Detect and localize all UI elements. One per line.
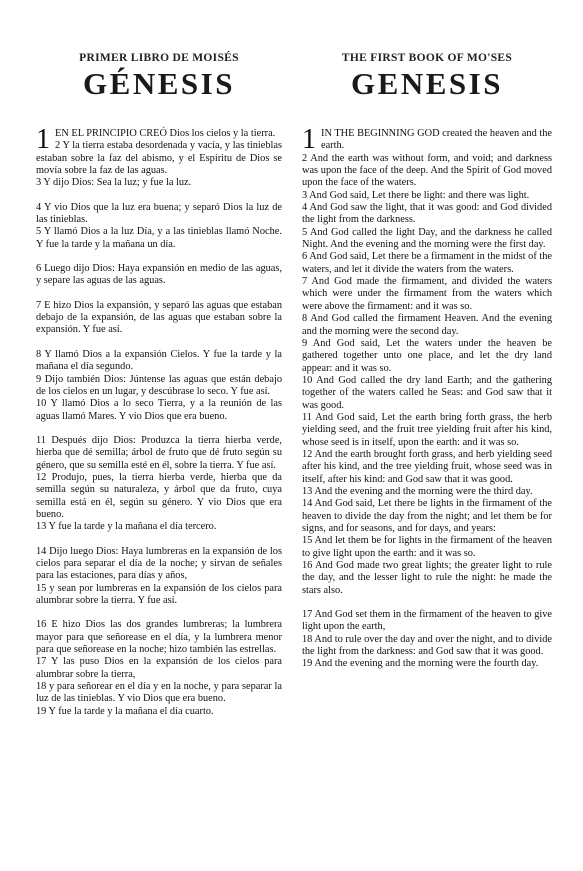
verse <box>36 656 282 681</box>
verse <box>36 398 282 423</box>
verse <box>36 177 282 189</box>
verse-text: 15 y sean por lumbreras en la expansión de los cielos para alumbrar sobre la tierra. Y fue así. <box>36 582 282 606</box>
verse-text: 7 And God made the firmament, and divided the waters which were under the firmament from the waters which were above the firmament: and it was so. <box>302 276 552 312</box>
spanish-verses <box>36 124 282 718</box>
verse-text: 5 Y llamó Dios a la luz Día, y a las tinieblas llamó Noche. Y fue la tarde y la mañana un día. <box>36 226 282 250</box>
verse <box>302 449 552 486</box>
verse-text: 7 E hizo Dios la expansión, y separó las aguas que estaban debajo de la expansión, de las aguas que estaban sobre la expansión. Y fue así. <box>36 299 282 336</box>
verse-text: 16 E hizo Dios las dos grandes lumbreras; la lumbrera mayor para que señorease en el día, y la lumbrera menor para que señorease en la noche; hizo también las estrellas. <box>36 619 282 656</box>
verse-text: 18 y para señorear en el día y en la noche, y para separar la luz de las tinieblas. Y vio Dios que era bueno. <box>36 681 282 705</box>
verse <box>36 300 282 337</box>
verse <box>36 140 282 177</box>
verse-text: 6 And God said, Let there be a firmament in the midst of the waters, and let it divide the waters from the waters. <box>302 251 552 275</box>
verse-text: 8 And God called the firmament Heaven. And the evening and the morning were the second day. <box>302 313 552 337</box>
verse-text: 19 Y fue la tarde y la mañana el día cuarto. <box>36 705 214 717</box>
verse <box>302 658 552 670</box>
verse <box>302 609 552 634</box>
verse <box>302 153 552 190</box>
english-book-subtitle: THE FIRST BOOK OF MO'SES <box>341 52 513 64</box>
verse-gap <box>36 607 282 619</box>
verse <box>302 202 552 227</box>
english-verses <box>302 124 552 671</box>
verse-text: 15 And let them be for lights in the firmament of the heaven to give light upon the earth: and it was so. <box>302 535 552 559</box>
verse <box>36 521 282 533</box>
english-book-title: GENESIS <box>351 66 503 101</box>
verse-text: IN THE BEGINNING GOD created the heaven and the earth. <box>321 128 552 152</box>
verse-text: 18 And to rule over the day and over the night, and to divide the light from the darkness: and God saw that it was good. <box>302 633 552 658</box>
verse-gap <box>36 337 282 349</box>
verse <box>302 486 552 498</box>
verse <box>36 374 282 399</box>
verse-text: 3 Y dijo Dios: Sea la luz; y fue la luz. <box>36 177 192 189</box>
verse-text: 3 And God said, Let there be light: and there was light. <box>302 189 530 201</box>
verse-text: 19 And the evening and the morning were the fourth day. <box>302 658 539 670</box>
verse <box>36 435 282 472</box>
verse <box>36 472 282 521</box>
verse-text: 4 Y vio Dios que la luz era buena; y separó Dios la luz de las tinieblas. <box>36 201 282 226</box>
verse-text: 11 Después dijo Dios: Produzca la tierra hierba verde, hierba que dé semilla; árbol de fruto que dé fruto según su género, que su semilla esté en él, sobre la tierra. Y fue así. <box>36 434 282 471</box>
verse-gap <box>36 251 282 263</box>
verse-text: 13 Y fue la tarde y la mañana el día tercero. <box>36 521 217 533</box>
verse-text: 14 Dijo luego Dios: Haya lumbreras en la expansión de los cielos para separar el día de la noche; y sirvan de señales para las estaciones, para días y años, <box>36 545 282 582</box>
verse <box>302 634 552 659</box>
verse-text: 16 And God made two great lights; the greater light to rule the day, and the lesser light to rule the night: he made the stars also. <box>302 560 552 596</box>
verse-gap <box>302 597 552 609</box>
verse-text: 12 And the earth brought forth grass, and herb yielding seed after his kind, and the tree yielding fruit, whose seed was in itself, after his kind: and God saw that it was good. <box>302 448 552 485</box>
verse-text: 12 Produjo, pues, la tierra hierba verde, hierba que da semilla según su naturaleza, y árbol que da fruto, cuya semilla está en él, según su género. Y vio Dios que era bueno. <box>36 471 282 520</box>
verse <box>302 313 552 338</box>
verse <box>36 706 282 718</box>
verse-text: 10 Y llamó Dios a lo seco Tierra, y a la reunión de las aguas llamó Mares. Y vio Dios que era bueno. <box>36 398 282 422</box>
verse-text: 2 Y la tierra estaba desordenada y vacía, y las tinieblas estaban sobre la faz del abismo, y el Espíritu de Dios se movía sobre la faz de las aguas. <box>36 140 282 177</box>
verse <box>36 681 282 706</box>
verse-text: 14 And God said, Let there be lights in the firmament of the heaven to divide the day from the night; and let them be for signs, and for seasons, and for days, and years: <box>302 498 552 534</box>
verse-gap <box>36 423 282 435</box>
verse <box>302 498 552 535</box>
chapter-number: 1 <box>302 124 316 155</box>
verse <box>36 226 282 251</box>
verse <box>302 560 552 597</box>
chapter-number: 1 <box>36 124 50 155</box>
verse-text: 9 Dijo también Dios: Júntense las aguas que están debajo de los cielos en un lugar, y descúbrase lo seco. Y fue así. <box>36 373 282 397</box>
verse <box>302 124 552 155</box>
verse <box>302 276 552 313</box>
verse-text: 2 And the earth was without form, and void; and darkness was upon the face of the deep. And the Spirit of God moved upon the face of the waters. <box>302 152 552 189</box>
verse <box>36 124 282 155</box>
spanish-book-title: GÉNESIS <box>83 66 235 101</box>
verse-text: EN EL PRINCIPIO CREÓ Dios los cielos y la tierra. <box>55 128 276 139</box>
verse <box>36 349 282 374</box>
verse-text: 5 And God called the light Day, and the darkness he called Night. And the evening and the morning were the first day. <box>302 226 552 251</box>
verse-text: 17 Y las puso Dios en la expansión de los cielos para alumbrar sobre la tierra, <box>36 656 282 680</box>
verse <box>302 251 552 276</box>
spanish-book-subtitle: PRIMER LIBRO DE MOISÉS <box>79 52 239 64</box>
verse <box>302 535 552 560</box>
verse-text: 17 And God set them in the firmament of the heaven to give light upon the earth, <box>302 609 552 633</box>
verse-text: 8 Y llamó Dios a la expansión Cielos. Y fue la tarde y la mañana el día segundo. <box>36 348 282 373</box>
verse-gap <box>36 288 282 300</box>
verse <box>302 338 552 375</box>
verse <box>36 619 282 656</box>
verse-text: 10 And God called the dry land Earth; and the gathering together of the waters called he Seas: and God saw that it was good. <box>302 374 552 411</box>
verse-text: 9 And God said, Let the waters under the heaven be gathered together unto one place, and let the dry land appear: and it was so. <box>302 337 552 374</box>
verse-text: 4 And God saw the light, that it was good: and God divided the light from the darkness. <box>302 202 552 226</box>
verse <box>36 263 282 288</box>
verse <box>302 412 552 449</box>
verse <box>36 583 282 608</box>
verse <box>36 546 282 583</box>
verse <box>302 227 552 252</box>
verse-text: 6 Luego dijo Dios: Haya expansión en medio de las aguas, y separe las aguas de las aguas. <box>36 263 282 287</box>
verse <box>36 202 282 227</box>
verse-text: 11 And God said, Let the earth bring forth grass, the herb yielding seed, and the fruit tree yielding fruit after his kind, whose seed is in itself, upon the earth: and it was so. <box>302 411 552 448</box>
verse <box>302 375 552 412</box>
verse <box>302 190 552 202</box>
verse-text: 13 And the evening and the morning were the third day. <box>302 485 533 497</box>
verse-gap <box>36 534 282 546</box>
verse-gap <box>36 190 282 202</box>
